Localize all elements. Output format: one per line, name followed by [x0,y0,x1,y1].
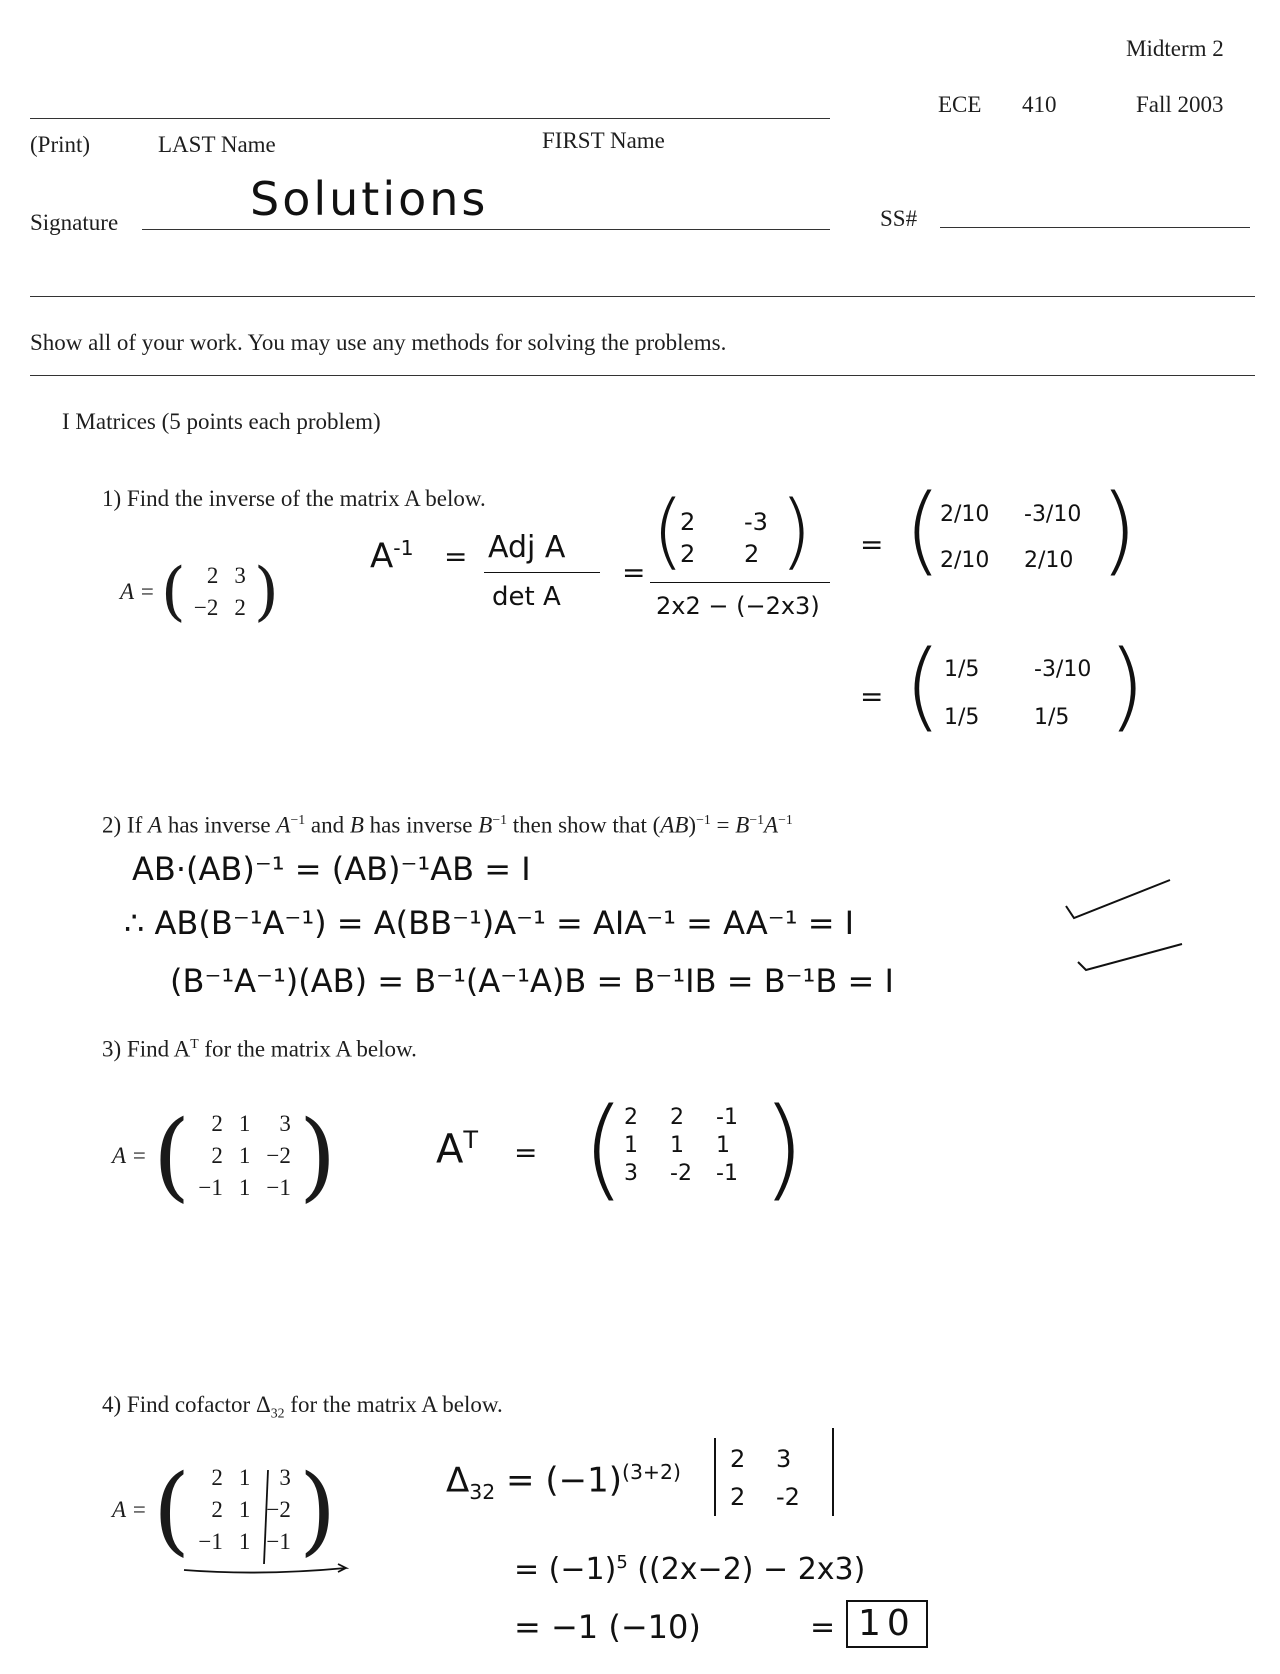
result-cell: 1/5 [944,705,980,730]
p2-sup: −1 [778,812,793,827]
matrix-cell: 1 [238,1143,251,1168]
p4-text-end: for the matrix A below. [284,1392,503,1417]
last-name-label: LAST Name [158,132,276,157]
matrix-cell: −2 [266,1497,291,1522]
problem-2-text [102,812,793,839]
p2-var: B [478,812,493,838]
p2-sup: −1 [749,812,765,827]
at-cell: -1 [716,1105,738,1130]
matrix-cell: 3 [279,1465,291,1490]
matrix-cell: 1 [238,1529,251,1554]
minor-cell: -2 [776,1483,800,1511]
p3-lhs-sup: T [463,1126,479,1154]
p4-line-3: = −1 (−10) [514,1608,701,1646]
section-title: I Matrices (5 points each problem) [62,409,381,434]
problem-1-matrix [120,555,279,629]
p2-sup: −1 [696,812,711,827]
p1-lhs: A [370,536,394,577]
matrix-cell: 2 [211,1465,223,1490]
matrix-cell: −1 [198,1175,223,1200]
p2-text: has inverse [162,812,277,838]
problem-1-matrix-label: A = [120,579,155,604]
p4-answer-eq: = [810,1610,836,1645]
name-line [30,118,830,119]
print-label: (Print) [30,132,91,157]
p1-eq3: = [860,528,884,561]
left-paren: ( [152,1454,191,1566]
instructions: Show all of your work. You may use any methods for solving the problems. [30,330,727,355]
checkmark-icon [1076,940,1184,974]
at-cell: 2 [670,1105,684,1130]
p1-eq2: = [622,556,646,589]
p1-result-matrix [944,646,1124,742]
matrix-cell: 1 [238,1497,251,1522]
course-name: ECE [938,92,982,117]
at-cell: 2 [624,1105,638,1130]
adj-cell: 2 [680,508,696,536]
left-paren: ( [160,555,186,629]
p4-line-2 [514,1552,865,1587]
at-cell: 1 [716,1133,730,1158]
right-paren: ) [298,1100,337,1212]
matrix-cell: −2 [266,1143,291,1168]
p2-var: A [276,812,291,838]
ss-label: SS# [880,206,918,231]
signature-value: Solutions [250,172,489,226]
p1-eq1: = [444,540,468,573]
matrix-cell: 1 [238,1465,251,1490]
problem-3-number: 3) [102,1036,122,1062]
term: Fall 2003 [1136,92,1224,117]
p4-line2-start: = (−1) [514,1552,617,1587]
p3-at [436,1126,478,1172]
step-cell: 2/10 [1024,548,1074,573]
at-cell: 1 [670,1133,684,1158]
cofactor-strike-marks [180,1466,350,1578]
divider-top [30,296,1255,297]
p2-text: then show that ( [507,812,661,838]
p2-work-line-1: AB·(AB)⁻¹ = (AB)⁻¹AB = I [132,850,531,888]
p3-text: Find A [126,1036,191,1062]
problem-4-matrix-label: A = [112,1497,147,1522]
step-cell: 2/10 [940,548,990,573]
matrix-cell: 2 [206,563,219,588]
p4-delta: Δ [446,1460,470,1501]
result-cell: 1/5 [1034,705,1070,730]
p2-var: A [764,812,779,838]
at-cell: -2 [670,1161,692,1186]
problem-3-text [102,1036,417,1063]
step-left-paren: ( [904,474,942,586]
matrix-cell: 2 [211,1111,223,1136]
result-cell: -3/10 [1034,657,1092,682]
p4-line2-exp: 5 [616,1552,628,1573]
adj-left-paren: ( [652,484,684,579]
p2-var: AB [660,812,689,838]
p2-work-line-3: (B⁻¹A⁻¹)(AB) = B⁻¹(A⁻¹A)B = B⁻¹IB = B⁻¹B = I [170,962,894,1000]
matrix-cell: 3 [234,563,246,588]
p3-eq: = [514,1136,538,1169]
p1-denominator: det A [492,582,561,612]
matrix-cell: 2 [234,595,246,620]
p2-text: = [710,812,736,838]
p4-answer-box: 10 [846,1600,928,1648]
p1-lhs-sup: -1 [393,536,414,560]
divider-bottom [30,375,1255,376]
minor-left-bar [714,1438,716,1516]
p1-step-matrix [940,492,1108,584]
right-paren: ) [298,1454,337,1566]
course-number: 410 [1022,92,1057,117]
p4-sign: = (−1) [495,1460,622,1501]
minor-cell: 2 [730,1483,746,1511]
p2-text: ) [688,812,697,838]
matrix-cell: −2 [193,595,219,620]
exam-title: Midterm 2 [1126,36,1224,61]
p1-fraction-bar [484,572,600,573]
problem-1-text [102,486,486,512]
result-cell: 1/5 [944,657,980,682]
p1-numerator: Adj A [488,530,566,565]
step-cell: -3/10 [1024,502,1082,527]
at-cell: -1 [716,1161,738,1186]
p2-sup: −1 [290,812,306,827]
right-paren: ) [253,555,279,629]
p2-var: B [349,812,364,838]
at-right-paren: ) [762,1084,805,1212]
p4-line-1 [446,1460,681,1504]
p1-ainv [370,536,414,576]
p4-line2-end: ((2x−2) − 2x3) [627,1552,866,1587]
minor-right-bar [832,1428,834,1516]
step-right-paren: ) [1100,474,1138,586]
adj-cell: 2 [680,540,696,568]
minor-cell: 2 [730,1445,746,1473]
problem-1-statement: Find the inverse of the matrix A below. [126,486,486,511]
matrix-cell: 3 [279,1111,291,1136]
matrix-cell: −1 [266,1529,291,1554]
p2-sup: −1 [492,812,507,827]
p4-minor-matrix [730,1440,822,1516]
p1-det-expr: 2x2 − (−2x3) [656,592,820,620]
first-name-label: FIRST Name [542,128,665,153]
p3-lhs: A [436,1126,464,1173]
p4-delta-sub: 32 [469,1480,496,1505]
problem-1-number: 1) [102,486,122,511]
at-cell: 3 [624,1161,638,1186]
checkmark-icon [1064,876,1172,924]
adj-right-paren: ) [780,484,812,579]
left-paren: ( [152,1100,191,1212]
at-cell: 1 [624,1133,638,1158]
ss-line [940,227,1250,228]
at-left-paren: ( [582,1084,625,1212]
matrix-cell: −1 [266,1175,291,1200]
p3-text-end: for the matrix A below. [198,1036,417,1062]
problem-3-matrix-label: A = [112,1143,147,1168]
result-right-paren: ) [1108,630,1146,742]
p2-text: and [305,812,350,838]
p4-sign-exp: (3+2) [621,1460,681,1484]
signature-line [142,229,830,230]
minor-cell: 3 [776,1445,792,1473]
p2-var: B [735,812,750,838]
p4-sub: 32 [270,1405,285,1421]
problem-4-number: 4) [102,1392,122,1417]
problem-3-matrix [112,1100,337,1212]
signature-label: Signature [30,210,119,235]
p4-text: Find cofactor Δ [126,1392,271,1417]
problem-2-number: 2) [102,812,122,838]
p2-text: has inverse [363,812,479,838]
result-left-paren: ( [904,630,942,742]
matrix-cell: 1 [238,1111,251,1136]
p2-text: If [126,812,148,838]
adj-cell: 2 [744,540,760,568]
matrix-cell: −1 [198,1529,223,1554]
p2-work-line-2: ∴ AB(B⁻¹A⁻¹) = A(BB⁻¹)A⁻¹ = AIA⁻¹ = AA⁻¹ = I [124,904,855,942]
p1-fraction-bar-2 [650,582,830,583]
step-cell: 2/10 [940,502,990,527]
matrix-cell: 1 [238,1175,251,1200]
problem-4-text [102,1392,503,1422]
matrix-cell: 2 [211,1143,223,1168]
adj-cell: -3 [744,508,768,536]
p3-sup: T [190,1036,199,1051]
p2-var: A [148,812,163,838]
p3-result-matrix [624,1104,762,1188]
matrix-cell: 2 [211,1497,223,1522]
p1-eq4: = [860,680,884,713]
